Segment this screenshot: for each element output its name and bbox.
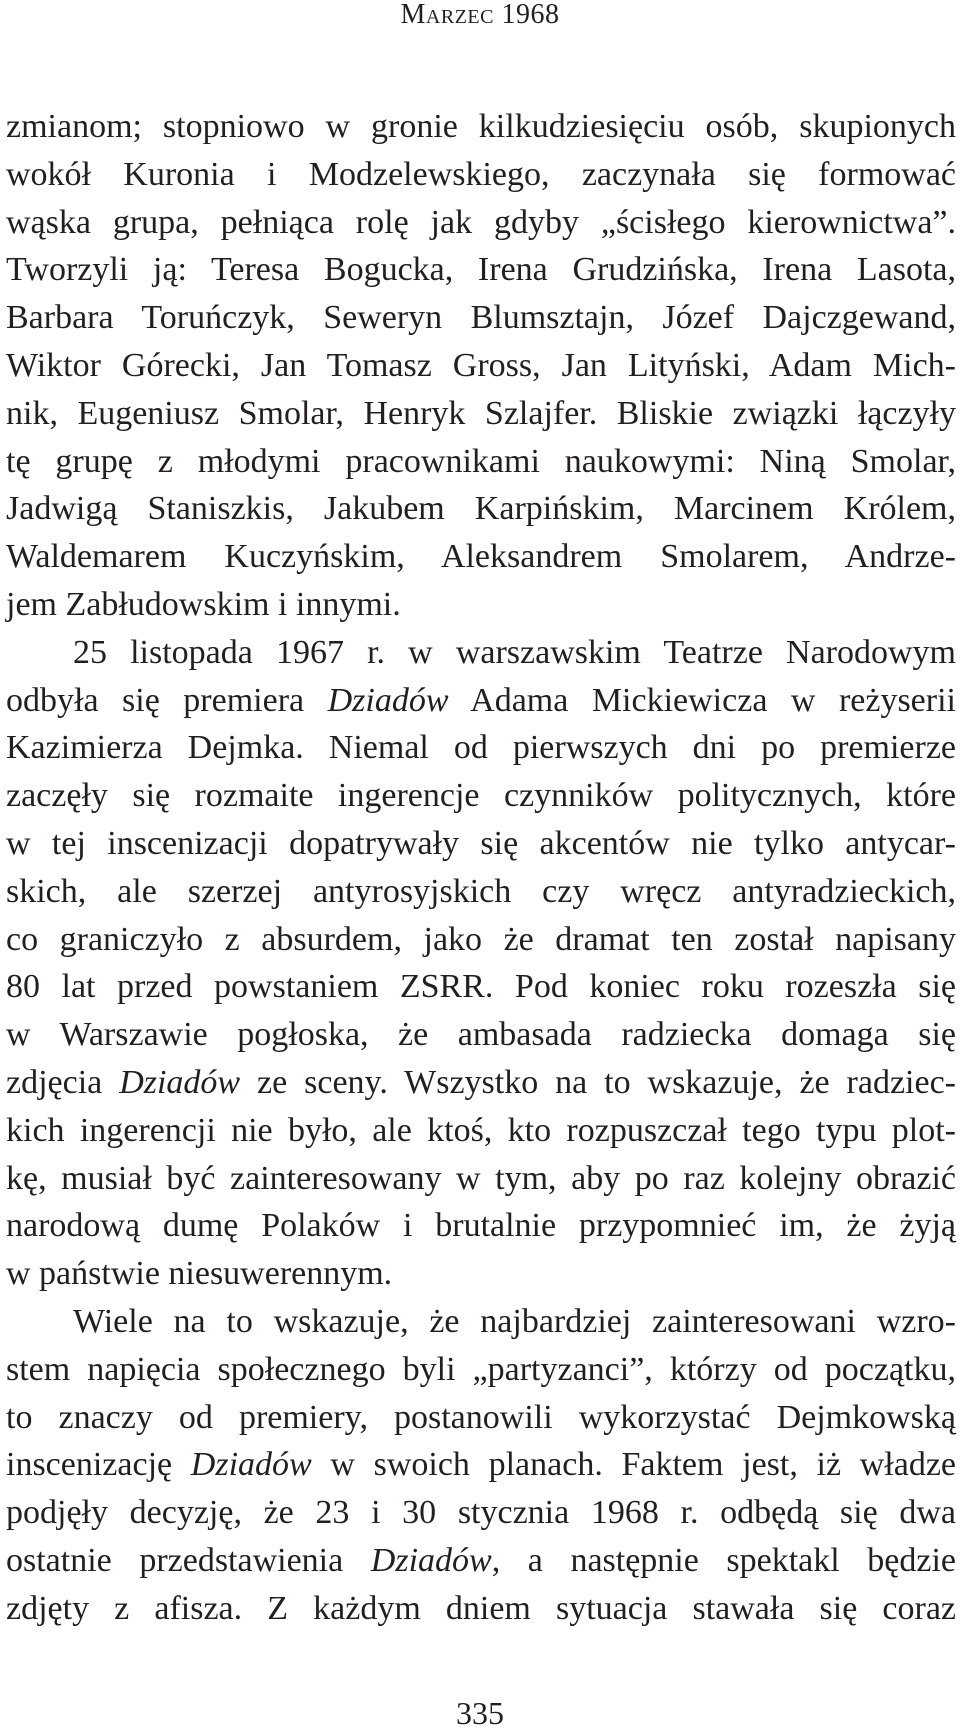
text-line: skich, ale szerzej antyrosyjskich czy wręcz antyradzieckich,: [6, 872, 956, 910]
text-line: 25 listopada 1967 r. w warszawskim Teatrze Narodowym: [73, 633, 956, 671]
text-run: ostatnie przedstawienia: [6, 1541, 371, 1579]
text-line: stem napięcia społecznego byli „partyzanci”, którzy od początku,: [6, 1350, 956, 1388]
title-italic: Dziadów: [370, 1541, 492, 1579]
text-line: zmianom; stopniowo w gronie kilkudziesięciu osób, skupionych: [6, 108, 956, 145]
text-line: 80 lat przed powstaniem ZSRR. Pod koniec roku rozeszła się: [6, 968, 956, 1006]
text-line: Barbara Toruńczyk, Seweryn Blumsztajn, Józef Dajczgewand,: [6, 299, 956, 337]
text-line: wąska grupa, pełniąca rolę jak gdyby „ścisłego kierownictwa”.: [6, 203, 956, 241]
text-run: ze sceny. Wszystko na to wskazuje, że radziec-: [240, 1063, 956, 1101]
text-run: odbyła się premiera: [6, 681, 328, 719]
running-head: Marzec 1968: [400, 0, 560, 30]
text-run: Adama Mickiewicza w reżyserii: [448, 681, 956, 719]
title-italic: Dziadów: [327, 681, 449, 719]
text-line: to znaczy od premiery, postanowili wykorzystać Dejmkowską: [6, 1398, 956, 1436]
text-line: wokół Kuronia i Modzelewskiego, zaczynała się formować: [6, 155, 956, 193]
text-line: zaczęły się rozmaite ingerencje czynników politycznych, które: [6, 777, 956, 815]
text-line: [6, 1059, 956, 1107]
text-run: zdjęcia: [6, 1063, 120, 1101]
text-line: nik, Eugeniusz Smolar, Henryk Szlajfer. Bliskie związki łączyły: [6, 394, 956, 432]
text-line: [6, 677, 956, 725]
text-line: kę, musiał być zainteresowany w tym, aby po raz kolejny obrazić: [6, 1159, 956, 1197]
title-italic: Dziadów: [119, 1063, 241, 1101]
text-line: Kazimierza Dejmka. Niemal od pierwszych dni po premierze: [6, 729, 956, 767]
text-line: kich ingerencji nie było, ale ktoś, kto rozpuszczał tego typu plot-: [6, 1111, 956, 1149]
page-number: 335: [456, 1695, 504, 1731]
text-run: inscenizację: [6, 1446, 191, 1484]
text-run: , a następnie spektakl będzie: [491, 1541, 957, 1579]
text-line: zdjęty z afisza. Z każdym dniem sytuacja stawała się coraz: [6, 1589, 956, 1627]
text-line: podjęły decyzję, że 23 i 30 stycznia 1968 r. odbędą się dwa: [6, 1494, 956, 1532]
text-line: [6, 1441, 956, 1489]
text-line: narodową dumę Polaków i brutalnie przypomnieć im, że żyją: [6, 1207, 956, 1245]
text-line: w Warszawie pogłoska, że ambasada radziecka domaga się: [6, 1016, 956, 1054]
text-line: tę grupę z młodymi pracownikami naukowymi: Niną Smolar,: [6, 442, 956, 480]
text-line: jem Zabłudowskim i innymi.: [6, 585, 401, 623]
text-line: [6, 1537, 956, 1585]
text-line: co graniczyło z absurdem, jako że dramat ten został napisany: [6, 920, 956, 958]
text-line: Jadwigą Staniszkis, Jakubem Karpińskim, Marcinem Królem,: [6, 490, 956, 528]
text-line: Tworzyli ją: Teresa Bogucka, Irena Grudzińska, Irena Lasota,: [6, 251, 956, 289]
body-text: [6, 103, 956, 1633]
text-line: w tej inscenizacji dopatrywały się akcentów nie tylko antycar-: [6, 824, 956, 862]
text-line: Wiele na to wskazuje, że najbardziej zainteresowani wzro-: [73, 1302, 956, 1340]
text-line: Waldemarem Kuczyńskim, Aleksandrem Smolarem, Andrze-: [6, 538, 956, 576]
title-italic: Dziadów: [190, 1446, 312, 1484]
text-line: w państwie niesuwerennym.: [6, 1255, 393, 1293]
text-run: w swoich planach. Faktem jest, iż władze: [311, 1446, 956, 1484]
text-line: Wiktor Górecki, Jan Tomasz Gross, Jan Lityński, Adam Mich-: [6, 346, 956, 384]
